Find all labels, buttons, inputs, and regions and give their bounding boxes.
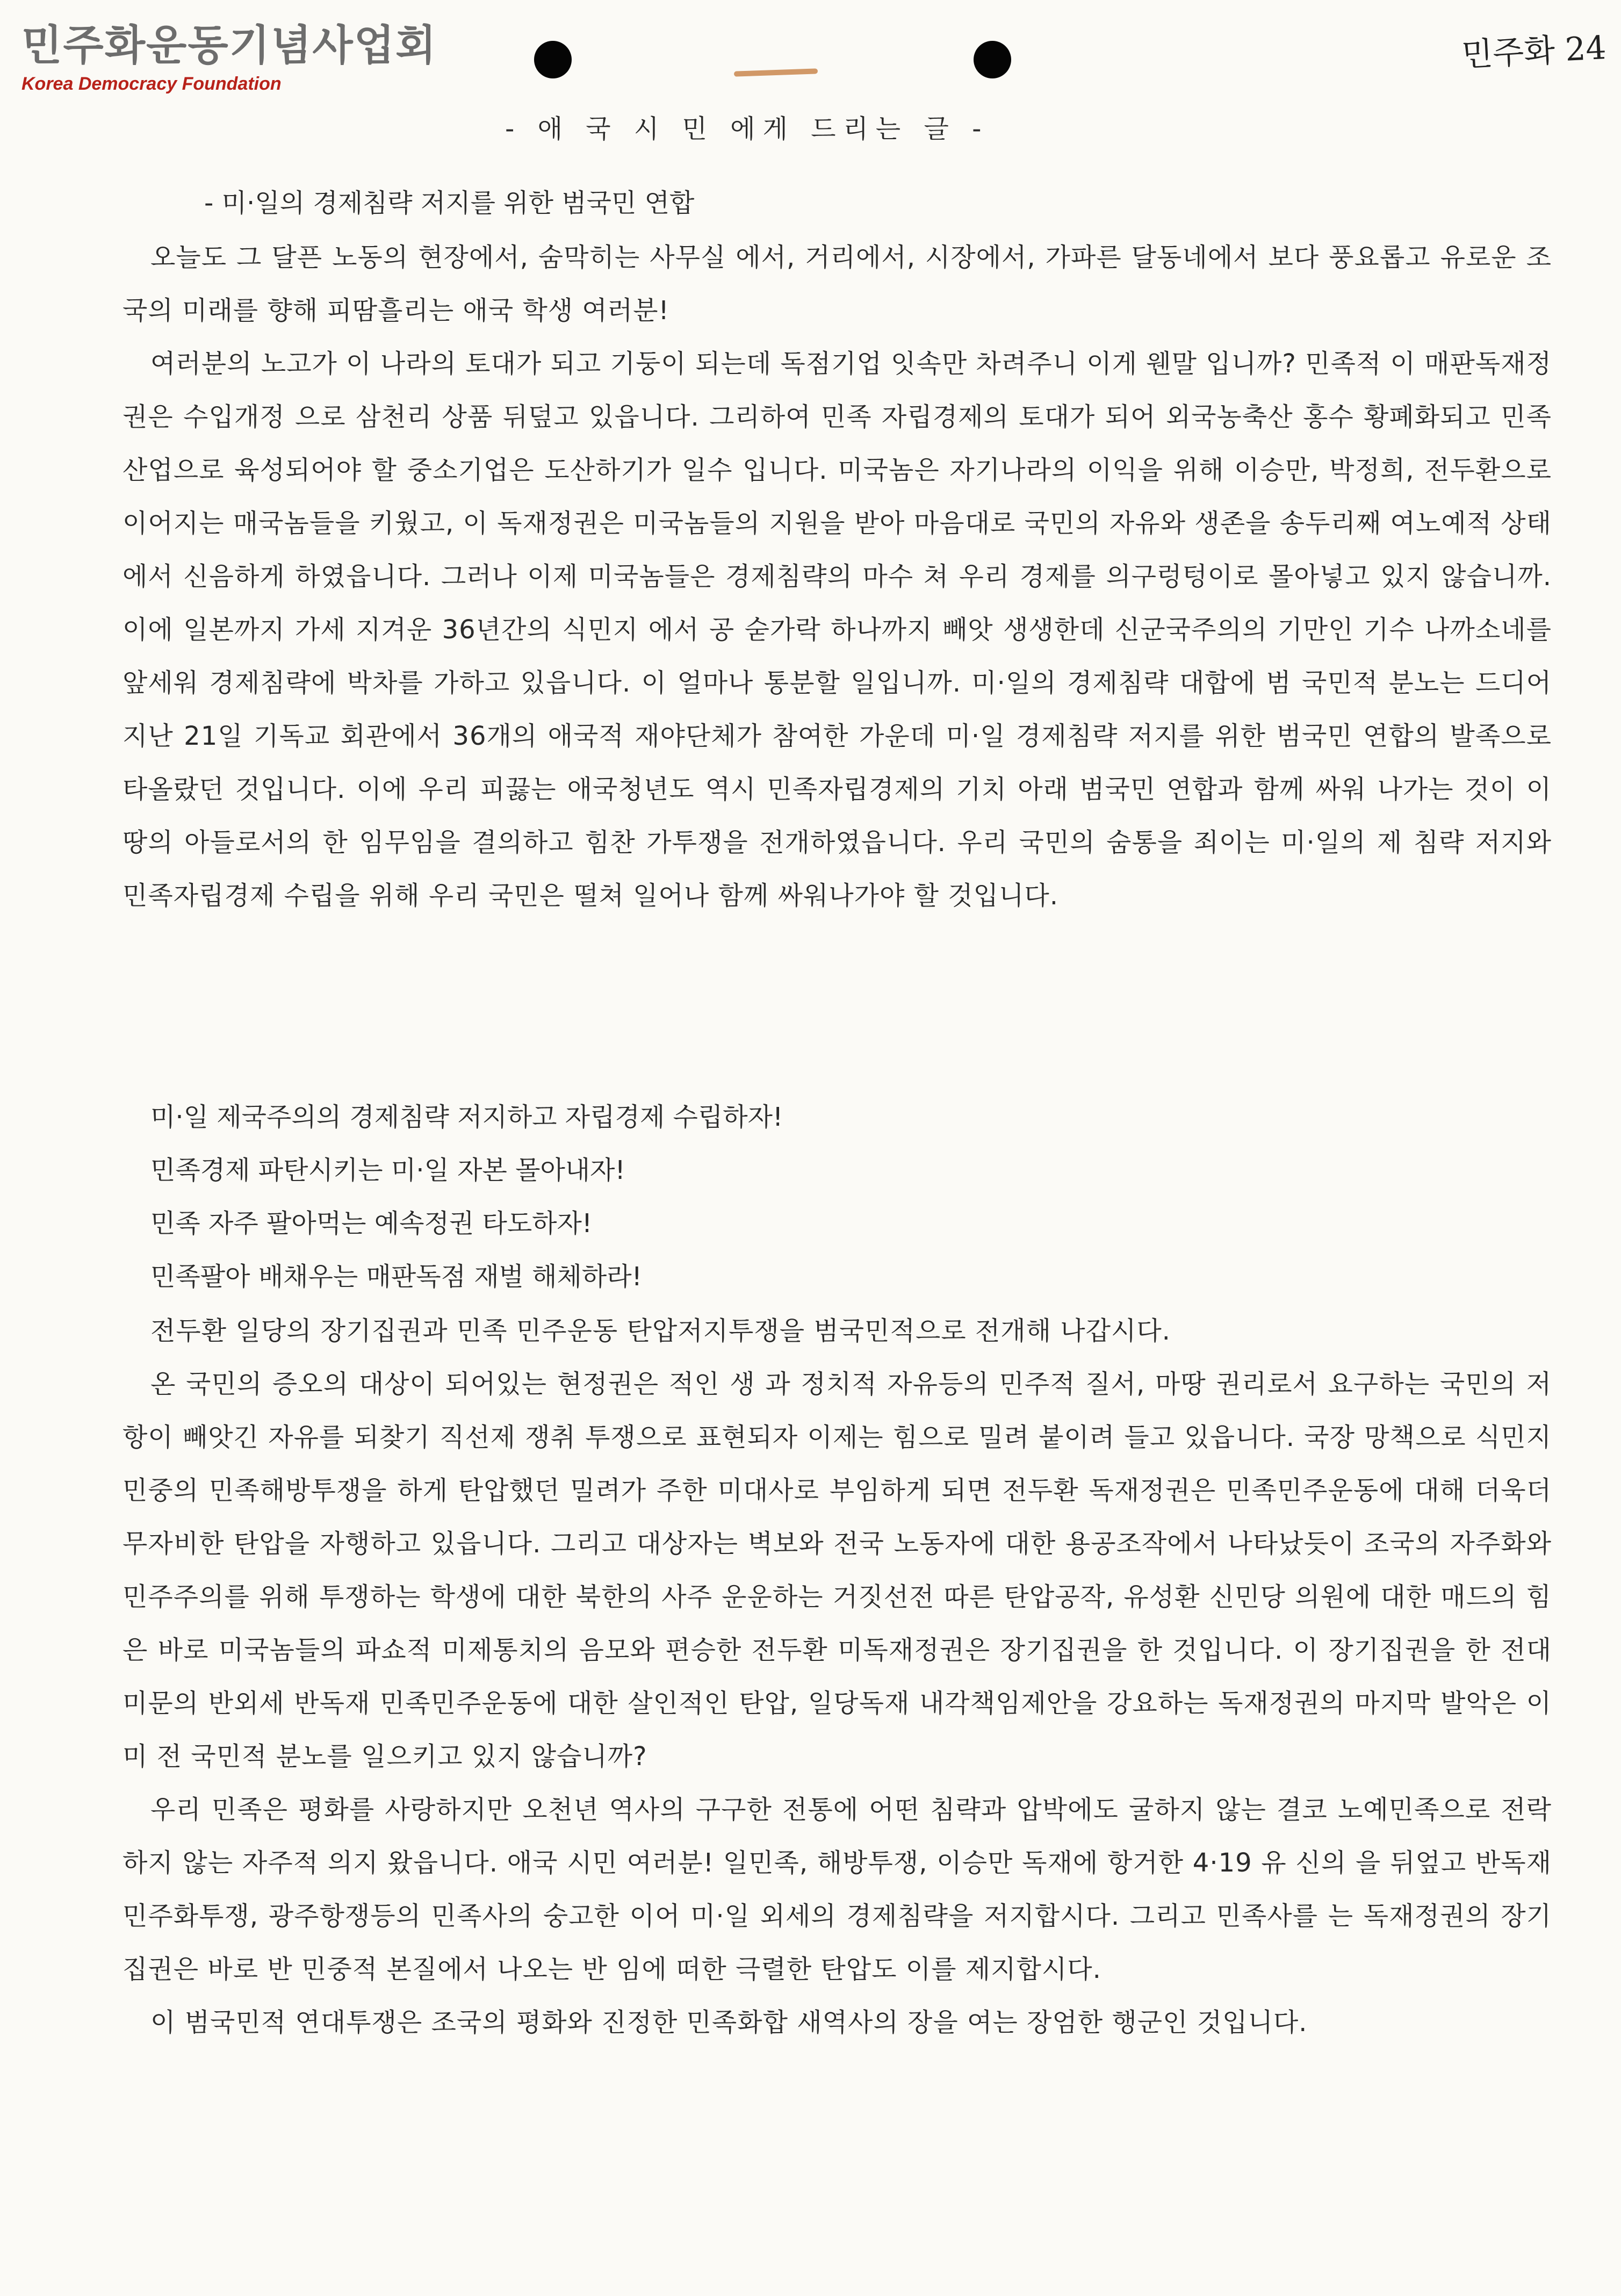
paragraph-1: 오늘도 그 달픈 노동의 현장에서, 숨막히는 사무실 에서, 거리에서, 시장에서, 가파른 달동네에서 보다 풍요롭고 유로운 조국의 미래를 향해 피땀흘리는 애국 학생 여러분!: [123, 242, 1552, 326]
slogan-4: 민족팔아 배채우는 매판독점 재벌 해체하라!: [150, 1262, 642, 1292]
paragraph-5: 우리 민족은 평화를 사랑하지만 오천년 역사의 구구한 전통에 어떤 침략과 압박에도 굴하지 않는 결코 노예민족으로 전락하지 않는 자주적 의지 왔읍니다. 애국 시민 여러분! 일민족, 해방투쟁, 이승만 독재에 항거한 4·19 유 신의 을 뒤엎고 반독재 민주화투쟁, 광주항쟁등의 민족사의 숭고한 이어 미·일 외세의 경제침략을 저지합시다. 그리고 민족사를 는 독재정권의 장기집권은 바로 반 민중적 본질에서 나오는 반 임에 떠한 극렬한 탄압도 이를 제지합시다.: [123, 1795, 1552, 1984]
punch-hole-right: [974, 41, 1011, 78]
punch-hole-left: [534, 41, 572, 78]
paragraph-3: 전두환 일당의 장기집권과 민족 민주운동 탄압저지투쟁을 범국민적으로 전개해 나갑시다.: [150, 1316, 1171, 1346]
body-section-1: [123, 231, 1552, 923]
slogan-2: 민족경제 파탄시키는 미·일 자본 몰아내자!: [150, 1155, 625, 1185]
document-title: - 애 국 시 민 에게 드리는 글 -: [505, 114, 989, 144]
body-section-2: [123, 1305, 1552, 2049]
corner-handwritten-note: 민주화 24: [1460, 28, 1608, 74]
slogan-1: 미·일 제국주의의 경제침략 저지하고 자립경제 수립하자!: [150, 1102, 783, 1132]
paragraph-6: 이 범국민적 연대투쟁은 조국의 평화와 진정한 민족화합 새역사의 장을 여는 장엄한 행군인 것입니다.: [150, 2007, 1308, 2038]
stain-mark: [734, 68, 818, 76]
slogan-3: 민족 자주 팔아먹는 예속정권 타도하자!: [150, 1208, 593, 1239]
slogans: [150, 1091, 783, 1304]
paragraph-4: 온 국민의 증오의 대상이 되어있는 현정권은 적인 생 과 정치적 자유등의 민주적 질서, 마땅 권리로서 요구하는 국민의 저항이 빼앗긴 자유를 되찾기 직선제 쟁취 투쟁으로 표현되자 이제는 힘으로 밀려 붙이려 들고 있읍니다. 국장 망책으로 식민지 민중의 민족해방투쟁을 하게 탄압했던 밀려가 주한 미대사로 부임하게 되면 전두환 독재정권은 민족민주운동에 대해 더욱더 무자비한 탄압을 자행하고 있읍니다. 그리고 대상자는 벽보와 전국 노동자에 대한 용공조작에서 나타났듯이 조국의 자주화와 민주주의를 위해 투쟁하는 학생에 대한 북한의 사주 운운하는 거짓선전 따른 탄압공작, 유성환 신민당 의원에 대한 매드의 힘은 바로 미국놈들의 파쇼적 미제통치의 음모와 편승한 전두환 미독재정권은 장기집권을 한 것입니다. 이 장기집권을 한 전대미문의 반외세 반독재 민족민주운동에 대한 살인적인 탄압, 일당독재 내각책임제안을 강요하는 독재정권의 마지막 발악은 이미 전 국민적 분노를 일으키고 있지 않습니까?: [123, 1369, 1552, 1772]
paragraph-2: 여러분의 노고가 이 나라의 토대가 되고 기둥이 되는데 독점기업 잇속만 차려주니 이게 웬말 입니까? 민족적 이 매판독재정권은 수입개정 으로 삼천리 상품 뒤덮고 있읍니다. 그리하여 민족 자립경제의 토대가 되어 외국농축산 홍수 황폐화되고 민족 산업으로 육성되어야 할 중소기업은 도산하기가 일수 입니다. 미국놈은 자기나라의 이익을 위해 이승만, 박정희, 전두환으로 이어지는 매국놈들을 키웠고, 이 독재정권은 미국놈들의 지원을 받아 마음대로 국민의 자유와 생존을 송두리째 여노예적 상태에서 신음하게 하였읍니다. 그러나 이제 미국놈들은 경제침략의 마수 쳐 우리 경제를 의구렁텅이로 몰아넣고 있지 않습니까. 이에 일본까지 가세 지겨운 36년간의 식민지 에서 공 숟가락 하나까지 빼앗 생생한데 신군국주의의 기만인 기수 나까소네를 앞세워 경제침략에 박차를 가하고 있읍니다. 이 얼마나 통분할 일입니까. 미·일의 경제침략 대합에 범 국민적 분노는 드디어 지난 21일 기독교 회관에서 36개의 애국적 재야단체가 참여한 가운데 미·일 경제침략 저지를 위한 범국민 연합의 발족으로 타올랐던 것입니다. 이에 우리 피끓는 애국청년도 역시 민족자립경제의 기치 아래 범국민 연합과 함께 싸워 나가는 것이 이 땅의 아들로서의 한 임무임을 결의하고 힘찬 가투쟁을 전개하였읍니다. 우리 국민의 숨통을 죄이는 미·일의 제 침략 저지와 민족자립경제 수립을 위해 우리 국민은 떨쳐 일어나 함께 싸워나가야 할 것입니다.: [123, 349, 1552, 911]
logo-english: Korea Democracy Foundation: [21, 74, 282, 94]
organization-line: - 미·일의 경제침략 저지를 위한 범국민 연합: [204, 188, 695, 218]
logo-korean: 민주화운동기념사업회: [21, 21, 437, 70]
